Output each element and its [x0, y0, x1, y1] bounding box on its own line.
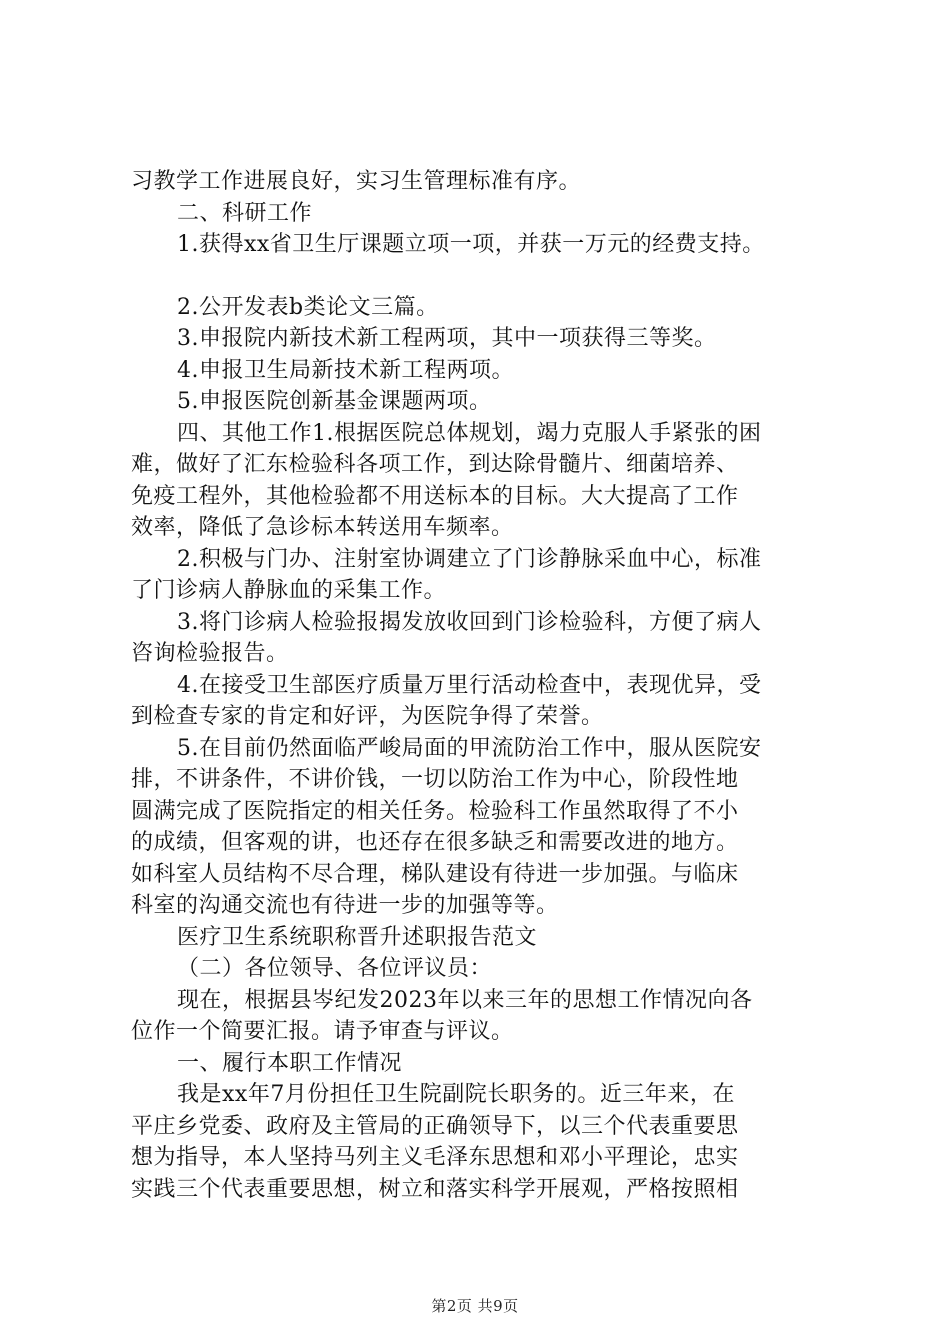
text-line: 如科室人员结构不尽合理，梯队建设有待进一步加强。与临床 — [131, 861, 739, 887]
salutation: （二）各位领导、各位评议员： — [177, 956, 493, 981]
text-line: 了门诊病人静脉血的采集工作。 — [131, 578, 447, 603]
text-line: 2.积极与门办、注射室协调建立了门诊静脉采血中心，标准 — [177, 546, 762, 572]
section-heading: 四、其他工作1.根据医院总体规划，竭力克服人手紧张的困 — [177, 420, 762, 446]
text-line: 效率，降低了急诊标本转送用车频率。 — [131, 515, 514, 540]
text-line: 现在，根据县岑纪发2023年以来三年的思想工作情况向各 — [177, 987, 753, 1013]
blank-line — [131, 261, 831, 292]
document-title: 医疗卫生系统职称晋升述职报告范文 — [177, 924, 538, 950]
text-line: 5.在目前仍然面临严峻局面的甲流防治工作中，服从医院安 — [177, 735, 762, 761]
text-line: 3.将门诊病人检验报揭发放收回到门诊检验科，方便了病人 — [177, 609, 762, 635]
text-line: 5.申报医院创新基金课题两项。 — [177, 389, 492, 414]
text-line: 圆满完成了医院指定的相关任务。检验科工作虽然取得了不小 — [131, 798, 739, 824]
text-line: 到检查专家的肯定和好评，为医院争得了荣誉。 — [131, 704, 604, 729]
text-line: 咨询检验报告。 — [131, 641, 289, 666]
text-line: 4.在接受卫生部医疗质量万里行活动检查中，表现优异，受 — [177, 672, 762, 698]
text-line: 科室的沟通交流也有待进一步的加强等等。 — [131, 893, 559, 918]
text-line: 实践三个代表重要思想，树立和落实科学开展观，严格按照相 — [131, 1176, 739, 1202]
text-line: 难，做好了汇东检验科各项工作，到达除骨髓片、细菌培养、 — [131, 452, 739, 477]
text-line: 习教学工作进展良好，实习生管理标准有序。 — [131, 169, 582, 194]
section-heading: 一、履行本职工作情况 — [177, 1050, 403, 1076]
text-line: 位作一个简要汇报。请予审查与评议。 — [131, 1019, 514, 1044]
text-line: 我是xx年7月份担任卫生院副院长职务的。近三年来，在 — [177, 1082, 735, 1107]
text-line: 想为指导，本人坚持马列主义毛泽东思想和邓小平理论，忠实 — [131, 1145, 739, 1170]
text-line: 排，不讲条件，不讲价钱，一切以防治工作为中心，阶段性地 — [131, 767, 739, 792]
text-line: 1.获得xx省卫生厅课题立项一项，并获一万元的经费支持。 — [177, 232, 765, 257]
text-line: 3.申报院内新技术新工程两项，其中一项获得三等奖。 — [177, 326, 717, 351]
section-heading: 二、科研工作 — [177, 200, 313, 226]
text-line: 的成绩，但客观的讲，也还存在很多缺乏和需要改进的地方。 — [131, 830, 739, 855]
document-body — [131, 166, 831, 1205]
text-line: 平庄乡党委、政府及主管局的正确领导下，以三个代表重要思 — [131, 1113, 739, 1139]
page-number: 第2页 共9页 — [431, 1297, 519, 1315]
text-line: 2.公开发表b类论文三篇。 — [177, 294, 439, 320]
text-line: 免疫工程外，其他检验都不用送标本的目标。大大提高了工作 — [131, 483, 739, 509]
text-line: 4.申报卫生局新技术新工程两项。 — [177, 357, 514, 383]
